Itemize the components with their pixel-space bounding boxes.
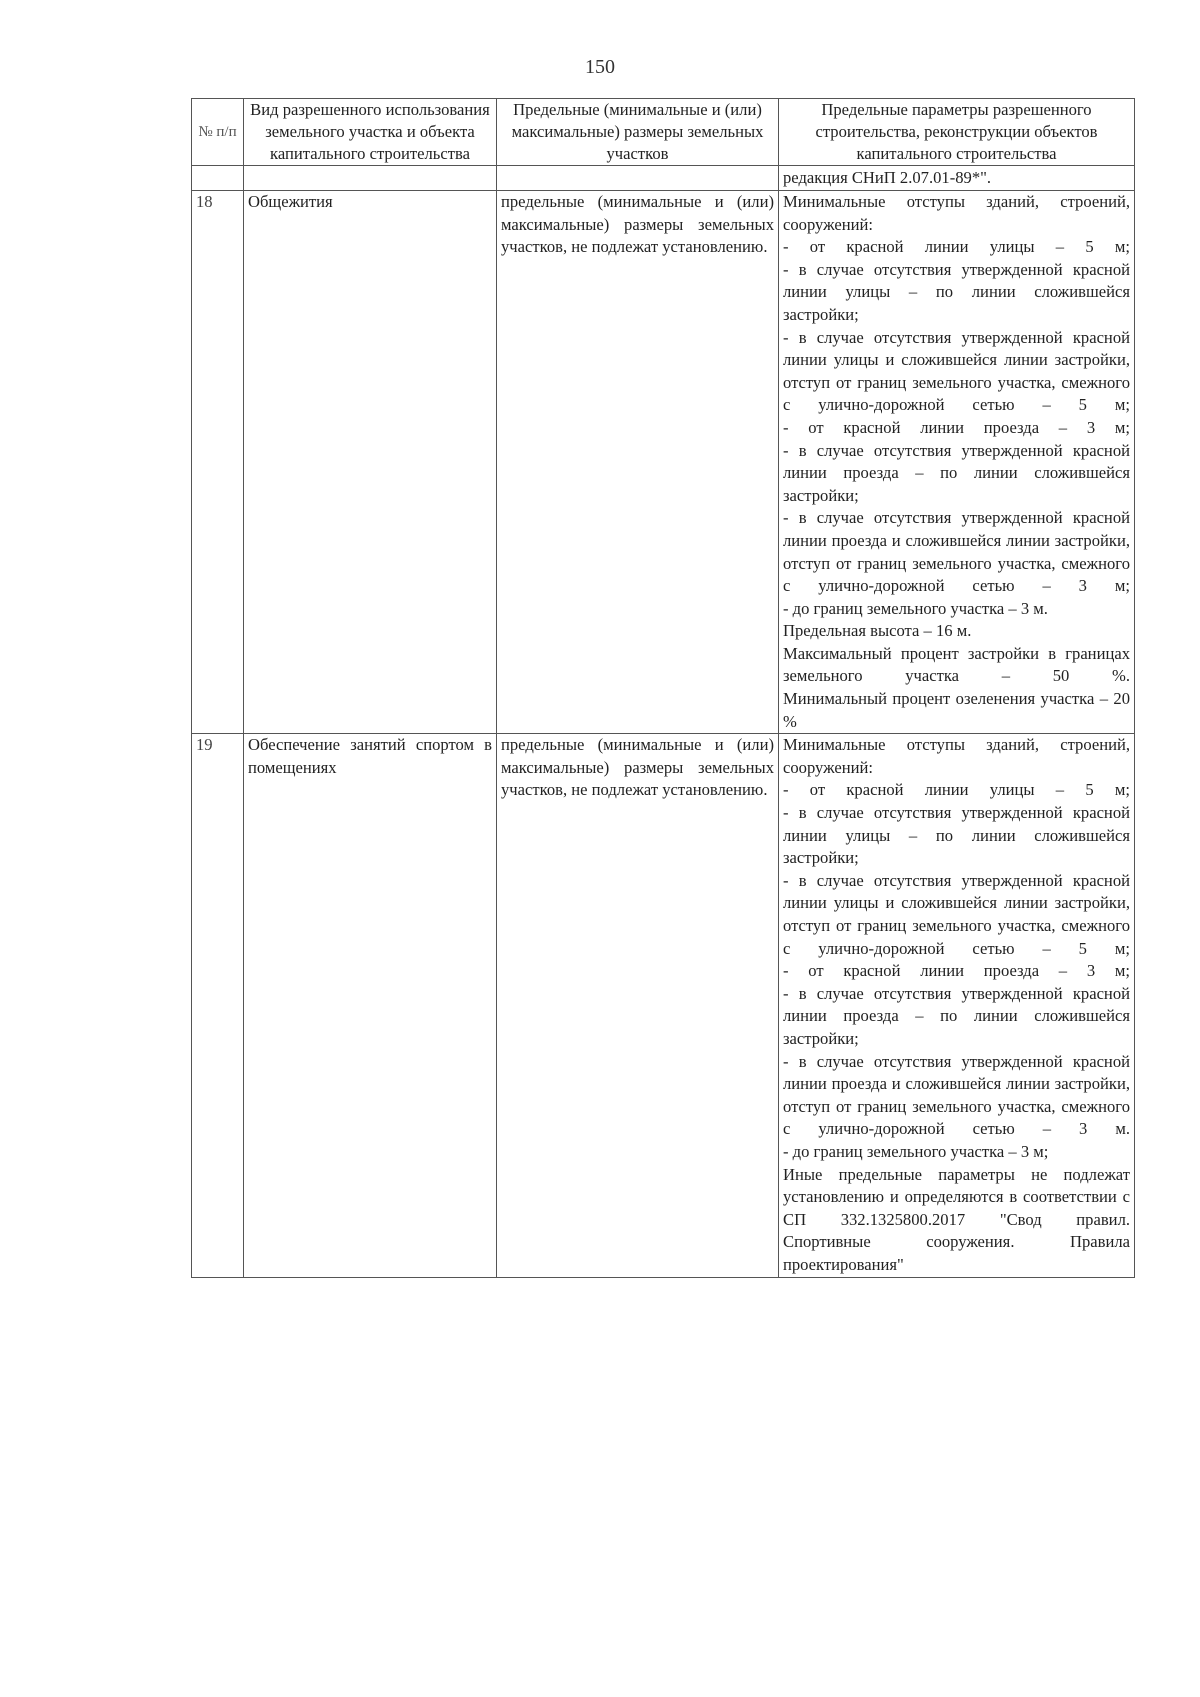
row-params — [779, 191, 1135, 734]
param-line: - от красной линии улицы – 5 м; — [783, 780, 1130, 800]
table-row — [192, 734, 1135, 1277]
row-sizes: предельные (минимальные и (или) максимальные) размеры земельных участков, не подлежат установлению. — [497, 734, 779, 1277]
param-line: - в случае отсутствия утвержденной красной линии улицы и сложившейся линии застройки, отступ от границ земельного участка, смежного с улично-дорожной сетью – 5 м; — [783, 870, 1130, 958]
param-line: - в случае отсутствия утвержденной красной линии проезда – по линии сложившейся застройки; — [783, 440, 1130, 505]
param-line: - от красной линии улицы – 5 м; — [783, 237, 1130, 257]
param-line: - от красной линии проезда – 3 м; — [783, 417, 1130, 437]
param-line: Иные предельные параметры не подлежат установлению и определяются в соответствии с СП 332.1325800.2017 "Свод правил. Спортивные сооружения. Правила проектирования" — [783, 1164, 1130, 1274]
param-line: - в случае отсутствия утвержденной красной линии улицы – по линии сложившейся застройки; — [783, 259, 1130, 324]
row-number: 19 — [192, 734, 244, 1277]
param-line: - в случае отсутствия утвержденной красной линии проезда и сложившейся линии застройки, отступ от границ земельного участка, смежного с улично-дорожной сетью – 3 м. — [783, 1051, 1130, 1139]
land-use-table — [191, 98, 1135, 1278]
row-kind: Общежития — [244, 191, 497, 734]
row-kind: Обеспечение занятий спортом в помещениях — [244, 734, 497, 1277]
param-line: Максимальный процент застройки в границах земельного участка – 50 %. — [783, 643, 1130, 686]
param-line: - в случае отсутствия утвержденной красной линии проезда – по линии сложившейся застройки; — [783, 983, 1130, 1048]
header-kind: Вид разрешенного использования земельного участка и объекта капитального строительства — [244, 99, 497, 166]
header-sizes: Предельные (минимальные и (или) максимальные) размеры земельных участков — [497, 99, 779, 166]
row-params — [779, 734, 1135, 1277]
param-line: Минимальные отступы зданий, строений, сооружений: — [783, 735, 1130, 777]
param-line: Предельная высота – 16 м. — [783, 621, 972, 641]
row-sizes: предельные (минимальные и (или) максимальные) размеры земельных участков, не подлежат установлению. — [497, 191, 779, 734]
table-header-row — [192, 99, 1135, 166]
param-line: - в случае отсутствия утвержденной красной линии улицы и сложившейся линии застройки, отступ от границ земельного участка, смежного с улично-дорожной сетью – 5 м; — [783, 327, 1130, 415]
continuation-cell-empty-3 — [497, 166, 779, 191]
param-line: - до границ земельного участка – 3 м; — [783, 1141, 1049, 1161]
param-line: - в случае отсутствия утвержденной красной линии улицы – по линии сложившейся застройки; — [783, 803, 1130, 868]
param-line: Минимальные отступы зданий, строений, сооружений: — [783, 192, 1130, 234]
continuation-text: редакция СНиП 2.07.01-89*". — [779, 166, 1135, 191]
row-number: 18 — [192, 191, 244, 734]
table-row — [192, 191, 1135, 734]
param-line: - до границ земельного участка – 3 м. — [783, 598, 1048, 618]
page-number: 150 — [585, 56, 615, 78]
continuation-row — [192, 166, 1135, 191]
continuation-cell-empty-2 — [244, 166, 497, 191]
param-line: - в случае отсутствия утвержденной красной линии проезда и сложившейся линии застройки, отступ от границ земельного участка, смежного с улично-дорожной сетью – 3 м; — [783, 508, 1130, 596]
param-line: - от красной линии проезда – 3 м; — [783, 961, 1130, 981]
param-line: Минимальный процент озеленения участка – 20 % — [783, 689, 1130, 731]
continuation-cell-empty-1 — [192, 166, 244, 191]
header-number: № п/п — [192, 99, 244, 166]
header-params: Предельные параметры разрешенного строительства, реконструкции объектов капитального строительства — [779, 99, 1135, 166]
